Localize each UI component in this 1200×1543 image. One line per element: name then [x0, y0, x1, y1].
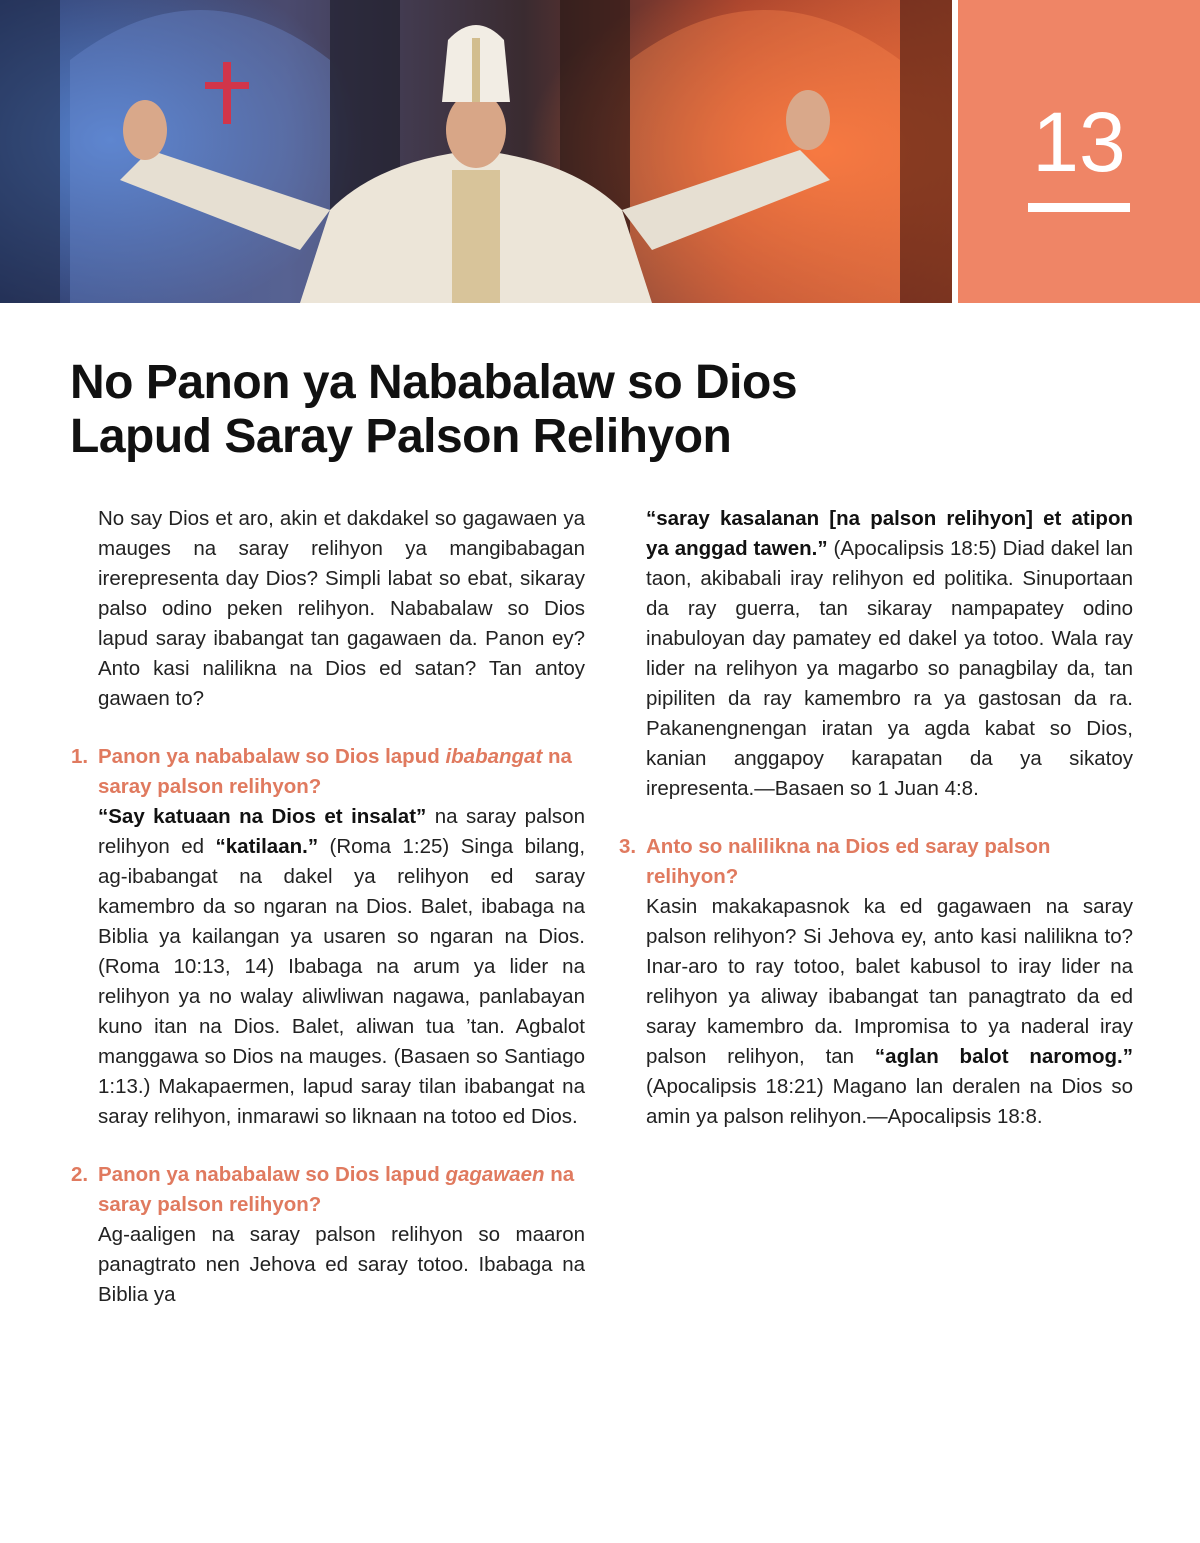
chapter-number: 13: [1032, 95, 1126, 189]
question-2-number: 2.: [71, 1163, 89, 1186]
question-1: 1. Panon ya nababalaw so Dios lapud ibabangat na saray palson relihyon?: [98, 742, 585, 802]
answer-1: “Say katuaan na Dios et insalat” na saray palson relihyon ed “katilaan.” (Roma 1:25) Singa bilang, ag-ibabangat na dakel ya relihyon ed saray kamembro da so ngaran na Dios. Balet, ibabaga na Biblia ya kailangan ya usaren so ngaran na Dios. (Roma 10:13, 14) Ibabaga na arum ya lider na relihyon ya no walay aliwliwan nagawa, panlabayan kuno itan na Dios. Balet, aliwan tua ’tan. Agbalot manggawa so Dios na mauges. (Basaen so Santiago 1:13.) Makapaermen, lapud saray tilan ibabangat na saray relihyon, inmarawi so liknaan na totoo ed Dios.: [98, 805, 586, 1128]
cross-icon: [223, 62, 231, 124]
question-3: 3. Anto so nalilikna na Dios ed saray palson relihyon?: [646, 832, 1133, 892]
answer-2-continued: “saray kasalanan [na palson relihyon] et atipon ya anggad tawen.” (Apocalipsis 18:5) Diad dakel lan taon, akibabali iray relihyon ed politika. Sinuportaan da ray guerra, tan sikaray nampapatey odino inabuloyan day pamatey ed dakel ya totoo. Wala ray lider na relihyon ya magarbo so panagbilay da, tan pipiliten da ray kamembro ra ya gastosan da ra. Pakanengnengan iratan ya agda kabat so Dios, kanian anggapoy karapatan da ya sikatoy irepresenta.—Basaen so 1 Juan 4:8.: [646, 507, 1133, 800]
answer-2-start: Ag-aaligen na saray palson relihyon so maaron panagtrato nen Jehova ed saray totoo. Ibabaga na Biblia ya: [98, 1223, 585, 1306]
question-1-number: 1.: [71, 745, 89, 768]
answer-3: Kasin makakapasnok ka ed gagawaen na saray palson relihyon? Si Jehova ey, anto kasi nalilikna to? Inar-aro to ray totoo, balet kabusol to iray lider na relihyon ya aliway ibabangat tan panagtrato da ed saray kamembro da. Impromisa to ya naderal iray palson relihyon, tan “aglan balot naromog.” (Apocalipsis 18:21) Magano lan deralen na Dios so amin ya palson relihyon.—Apocalipsis 18:8.: [646, 895, 1134, 1128]
title-line-1: No Panon ya Nababalaw so Dios: [70, 356, 798, 409]
chapter-badge: [958, 0, 1200, 303]
question-1-emphasis: ibabangat: [445, 745, 543, 768]
left-column: [71, 504, 586, 1310]
priest-illustration: [0, 0, 952, 303]
question-3-number: 3.: [619, 835, 637, 858]
page-title: [70, 356, 1070, 464]
question-2: 2. Panon ya nababalaw so Dios lapud gagawaen na saray palson relihyon?: [98, 1160, 585, 1220]
hero-image: [0, 0, 952, 303]
right-column: [619, 504, 1134, 1132]
intro-paragraph: No say Dios et aro, akin et dakdakel so gagawaen ya mauges na saray relihyon ya mangibabagan irerepresenta day Dios? Simpli labat so ebat, sikaray palso odino peken relihyon. Nababalaw so Dios lapud saray ibabangat tan gagawaen da. Panon ey? Anto kasi nalilikna na Dios ed satan? Tan antoy gawaen to?: [98, 507, 585, 710]
question-2-emphasis: gagawaen: [445, 1163, 545, 1186]
chapter-underline: [1028, 203, 1130, 212]
title-line-2: Lapud Saray Palson Relihyon: [70, 410, 732, 463]
